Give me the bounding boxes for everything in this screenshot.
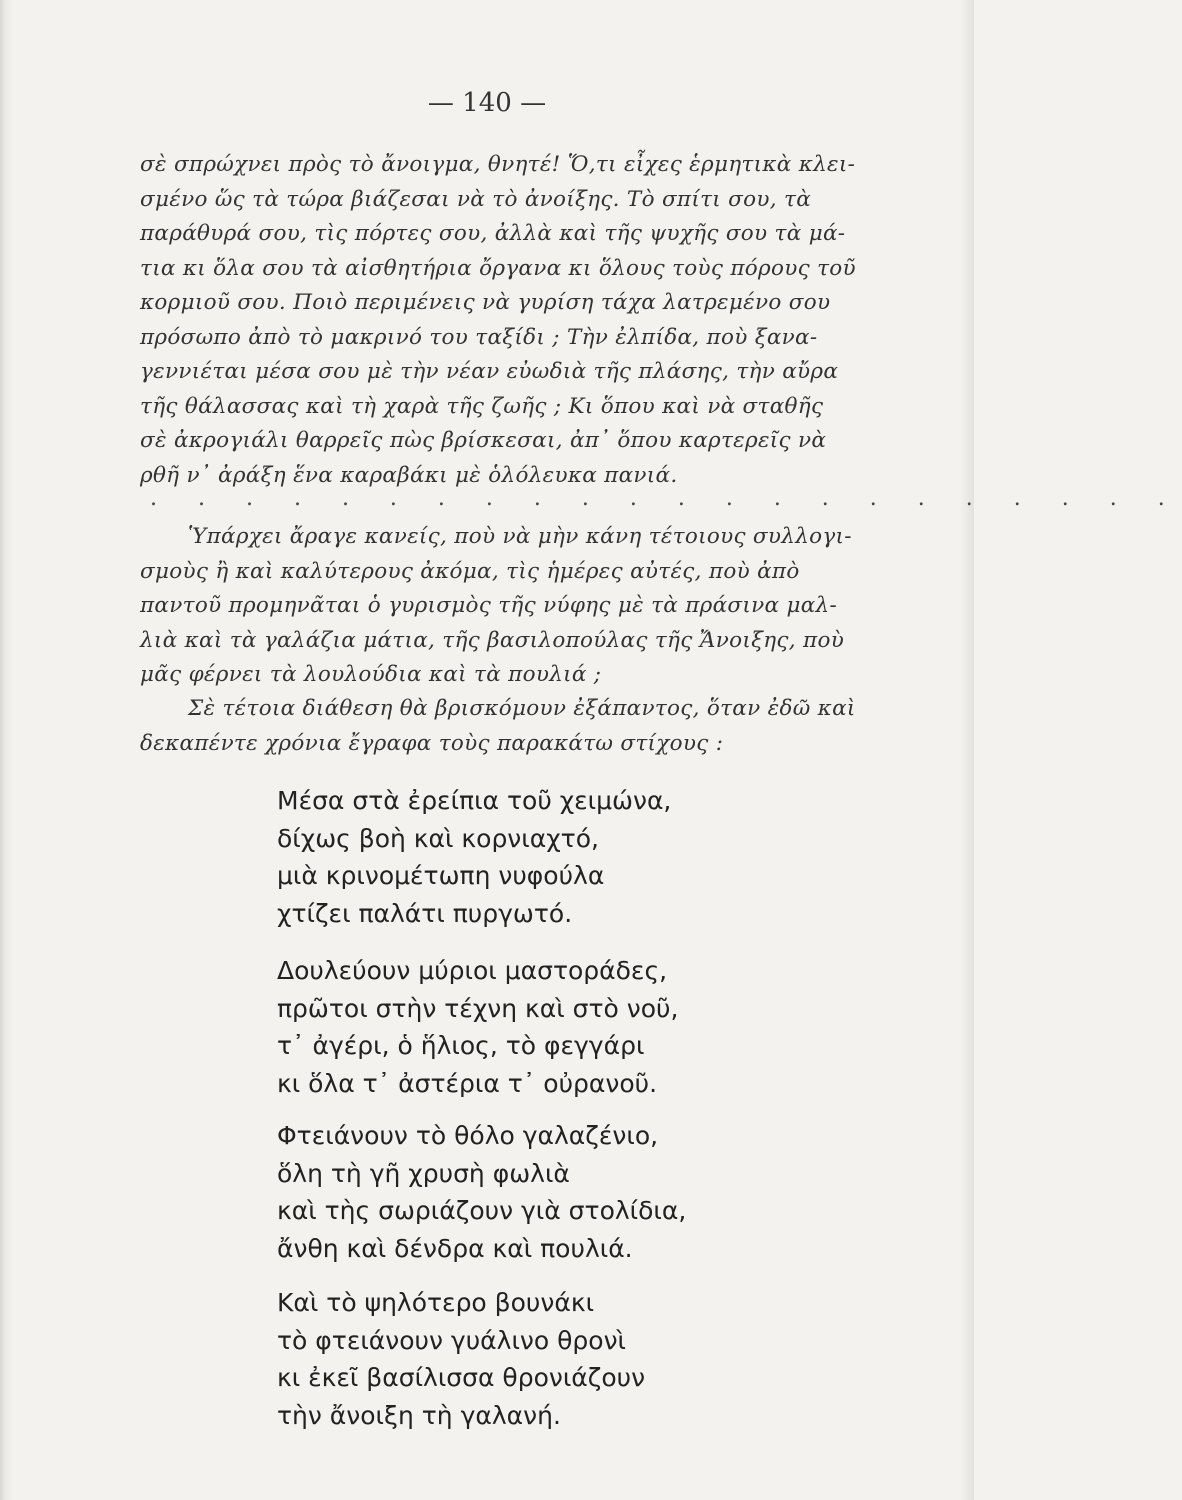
text-line: σὲ ἀκρογιάλι θαρρεῖς πὼς βρίσκεσαι, ἀπ᾽ ὅπου καρτερεῖς νὰ (140, 428, 827, 453)
poem-stanza-1 (277, 782, 797, 932)
poem-line: τὴν ἄνοιξη τὴ γαλανή. (277, 1400, 561, 1430)
paragraph-3 (140, 692, 910, 761)
poem-line: δίχως βοὴ καὶ κορνιαχτό, (277, 823, 599, 853)
poem-line: πρῶτοι στὴν τέχνη καὶ στὸ νοῦ, (277, 993, 679, 1023)
text-line: δεκαπέντε χρόνια ἔγραφα τοὺς παρακάτω στίχους : (140, 730, 724, 756)
poem-stanza-4 (277, 1284, 797, 1434)
poem-line: Καὶ τὸ ψηλότερο βουνάκι (277, 1288, 595, 1317)
paragraph-1 (140, 148, 910, 493)
text-line: ρθῆ ν᾽ ἀράξη ἕνα καραβάκι μὲ ὁλόλευκα πανιά. (140, 462, 678, 488)
text-line: μᾶς φέρνει τὰ λουλούδια καὶ τὰ πουλιά ; (140, 662, 602, 687)
text-line: πρόσωπο ἀπὸ τὸ μακρινό του ταξίδι ; Τὴν ἐλπίδα, ποὺ ξανα- (140, 324, 818, 350)
poem-line: κι ὅλα τ᾽ ἀστέρια τ᾽ οὐρανοῦ. (277, 1068, 658, 1098)
text-line: σὲ σπρώχνει πρὸς τὸ ἄνοιγμα, θνητέ! Ὅ,τι εἶχες ἑρμητικὰ κλει- (140, 152, 856, 177)
text-line: τια κι ὅλα σου τὰ αἰσθητήρια ὄργανα κι ὅλους τοὺς πόρους τοῦ (140, 255, 856, 281)
poem-line: ἄνθη καὶ δένδρα καὶ πουλιά. (277, 1233, 633, 1263)
text-line: σμοὺς ἢ καὶ καλύτερους ἀκόμα, τὶς ἡμέρες αὐτές, ποὺ ἀπὸ (140, 558, 800, 584)
text-line: κορμιοῦ σου. Ποιὸ περιμένεις νὰ γυρίση τάχα λατρεμένο σου (140, 290, 831, 315)
text-line: σμένο ὥς τὰ τώρα βιάζεσαι νὰ τὸ ἀνοίξης. Τὸ σπίτι σου, τὰ (140, 186, 812, 212)
poem-line: χτίζει παλάτι πυργωτό. (277, 898, 573, 928)
poem-stanza-2 (277, 952, 797, 1102)
text-line: παντοῦ προμηνᾶται ὁ γυρισμὸς τῆς νύφης μὲ τὰ πράσινα μαλ- (140, 593, 838, 618)
poem-line: κι ἐκεῖ βασίλισσα θρονιάζουν (277, 1363, 646, 1392)
poem-line: Δουλεύουν μύριοι μαστοράδες, (277, 956, 668, 985)
poem-line: τὸ φτειάνουν γυάλινο θρονὶ (277, 1325, 627, 1355)
text-line: τῆς θάλασσας καὶ τὴ χαρὰ τῆς ζωῆς ; Κι ὅπου καὶ νὰ σταθῆς (140, 393, 824, 419)
poem-line: ὅλη τὴ γῆ χρυσὴ φωλιὰ (277, 1158, 570, 1188)
poem-line: καὶ τὴς σωριάζουν γιὰ στολίδια, (277, 1196, 687, 1225)
poem-line: τ᾽ ἀγέρι, ὁ ἥλιος, τὸ φεγγάρι (277, 1031, 645, 1060)
poem-line: μιὰ κρινομέτωπη νυφούλα (277, 861, 605, 890)
text-line: λιὰ καὶ τὰ γαλάζια μάτια, τῆς βασιλοπούλας τῆς Ἄνοιξης, ποὺ (140, 627, 845, 653)
poem-line: Μέσα στὰ ἐρείπια τοῦ χειμώνα, (277, 786, 672, 815)
text-line: παράθυρά σου, τὶς πόρτες σου, ἀλλὰ καὶ τῆς ψυχῆς σου τὰ μά- (140, 221, 846, 246)
page-number: — 140 — (427, 88, 547, 118)
poem-stanza-3 (277, 1117, 797, 1267)
section-separator: . . . . . . . . . . . . . . . . . . . . . . (150, 486, 1182, 511)
text-line: γεννιέται μέσα σου μὲ τὴν νέαν εὐωδιὰ τῆς πλάσης, τὴν αὔρα (140, 359, 839, 384)
text-line: Ὑπάρχει ἄραγε κανείς, ποὺ νὰ μὴν κάνη τέτοιους συλλογι- (188, 524, 852, 549)
text-line: Σὲ τέτοια διάθεση θὰ βρισκόμουν ἐξάπαντος, ὅταν ἐδῶ καὶ (188, 696, 856, 721)
poem-line: Φτειάνουν τὸ θόλο γαλαζένιο, (277, 1121, 659, 1150)
paragraph-2 (140, 520, 910, 693)
